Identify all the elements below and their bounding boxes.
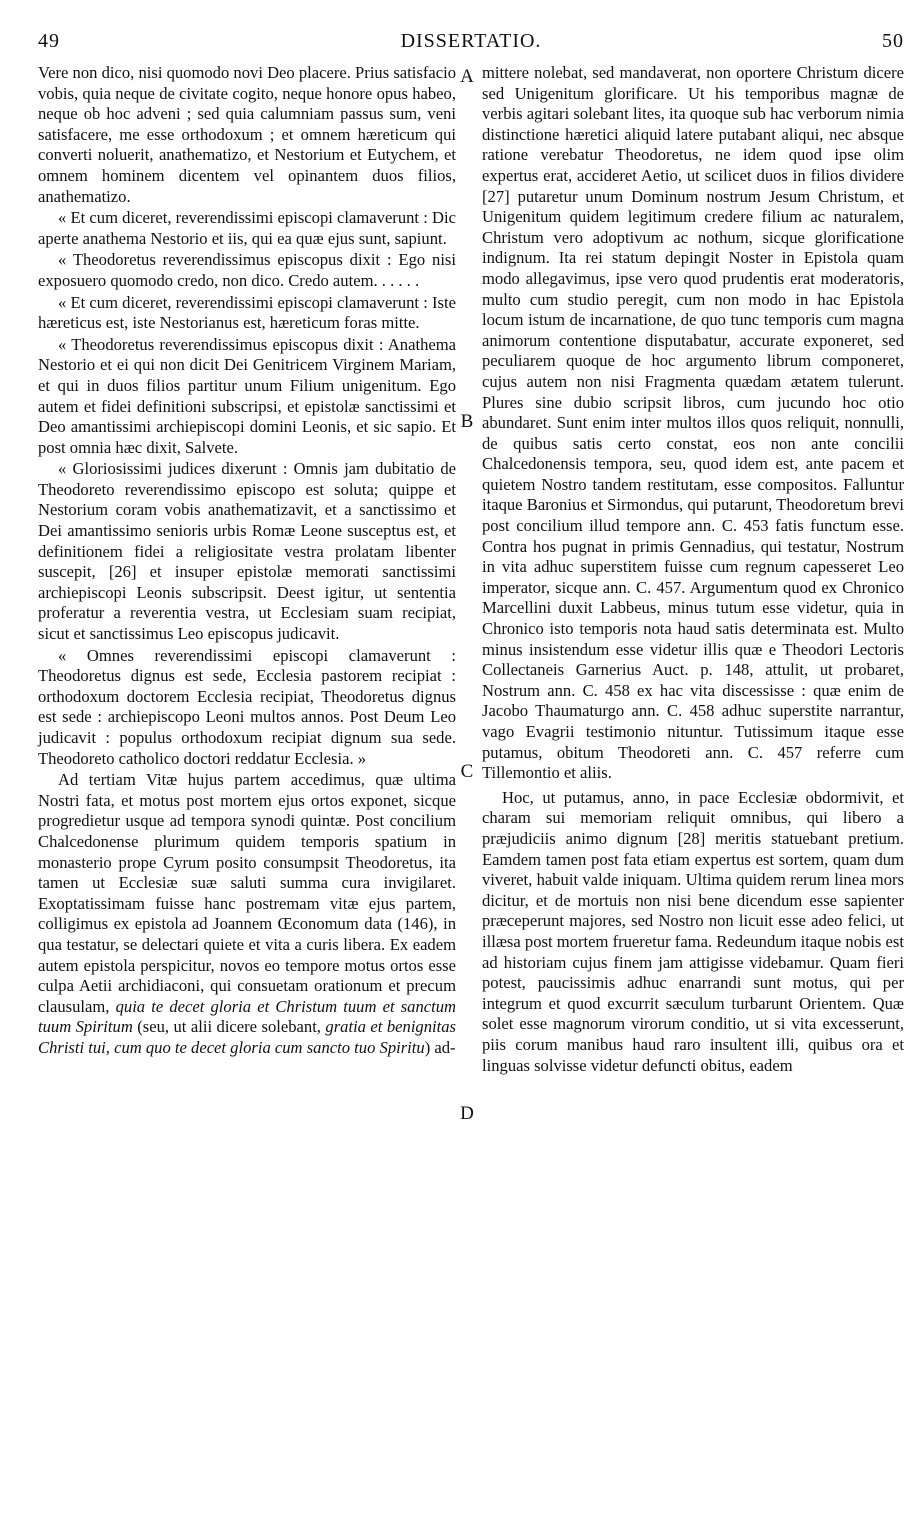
left-column xyxy=(38,63,456,1059)
paragraph: « Et cum diceret, reverendissimi episcopi clamaverunt : Iste hæreticus est, iste Nestorianus est, hæreticum foras mitte. xyxy=(38,292,456,333)
paragraph: « Theodoretus reverendissimus episcopus dixit : Ego nisi exposuero quomodo credo, non dico. Credo autem. . . . . . xyxy=(38,250,456,290)
page-number-left: 49 xyxy=(38,30,60,52)
paragraph: « Gloriosissimi judices dixerunt : Omnis jam dubitatio de Theodoreto reverendissimo episcopo est soluta; quippe et Nestorium coram vobis anathematizavit, et a sanctissimo et Dei amantissimo senioris urbis Romæ Leone susceptus est, et definitionem fidei a religiositate vestra prolatam libenter suscepit, [26] et insuper epistolæ memorati sanctissimi archiepiscopi Leonis subscripsit. Deest igitur, ut sententia proferatur a reverentia vestra, ut Ecclesiam suam recipiat, sicut et sanctissimus Leo episcopus judicavit. xyxy=(38,459,456,644)
paragraph-text: (seu, ut alii dicere solebant, xyxy=(137,1017,321,1037)
paragraph: mittere nolebat, sed mandaverat, non oportere Christum dicere sed Unigenitum glorificare. Ut his temporibus magnæ de verbis agitari solebant lites, ita quoque sub hac verborum nimia distinctione hæretici aliquid latere putabant aliqui, nec absque ratione verebatur Theodoretus, ne idem quod ipse olim expertus erat, accideret Aetio, ut scilicet duos in filios dividere [27] putaretur unum Dominum nostrum Jesum Christum, et Unigenitum quidem legitimum credere filium ac naturalem, Christum vero adoptivum ac nothum, sicque glorificatione indignum. Ita rei statum depingit Noster in Epistola quam modo allegavimus, ipse vero quod prudentis erat moderatoris, multo cum studio peregit, cum non modo in hac Epistola locum istum de incarnatione, de quo tunc temporis cum magna animorum contentione disputabatur, accurate exponeret, sed peculiarem quoque de hoc argumento librum componeret, cujus autem non nisi Fragmenta quædam ætatem tulerunt. Plures sine dubio scripsit libros, cum jucundo hoc otio abundaret. Sunt enim inter multos illos quos reliquit, nonnulli, de quibus satis certo constat, eos non ante concilii Chalcedonensis tempora, seu, quod idem est, ante pacem et quietem Nostro tandem restitutam, esse compositos. Falluntur itaque Baronius et Sirmondus, qui putarunt, Theodoretum brevi post concilium illud tempore ann. C. 453 fatis functum esse. Contra hos pugnat in primis Gennadius, qui testatur, Nostrum in vita adhuc superstitem fuisse cum regnum capesseret Leo imperator, sicque ann. C. 457. Argumentum quod ex Chronico Marcellini duxit Labbeus, minus tutum esse videtur, quia in Chronico isto temporis nota haud satis determinata est. Multo minus insistendum esse videtur illis quæ e Theodori Lectoris Collectaneis Garnerius Auct. p. 148, attulit, ut probaret, Nostrum ann. C. 458 ex hac vita discessisse : quæ enim de Jacobo Thaumaturgo ann. C. 458 adhuc superstite narrantur, vago Evagrii testimonio nituntur. Tutissimum itaque esse putamus, obitum Theodoreti ann. C. 457 referre cum Tillemontio et aliis. xyxy=(482,63,904,783)
paragraph xyxy=(38,770,456,1058)
margin-marker-d: D xyxy=(460,1103,474,1124)
running-title: DISSERTATIO. xyxy=(400,30,542,52)
page-number-right: 50 xyxy=(882,30,904,52)
margin-marker-c: C xyxy=(460,761,474,782)
running-header xyxy=(38,30,904,60)
paragraph: « Et cum diceret, reverendissimi episcopi clamaverunt : Dic aperte anathema Nestorio et iis, qui ea quæ ejus sunt, sapiunt. xyxy=(38,208,456,248)
paragraph: « Omnes reverendissimi episcopi clamaverunt : Theodoretus dignus est sede, Ecclesia pastorem recipiat : orthodoxum doctorem Ecclesia recipiat, Theodoretus dignus est sede : archiepiscopo Leoni multos annos. Post Deum Leo judicavit : populus orthodoxum recipiat dignum sua sede. Theodoreto catholico doctori reddatur Ecclesia. » xyxy=(38,645,456,768)
margin-marker-a: A xyxy=(460,66,474,87)
margin-marker-b: B xyxy=(460,411,474,432)
paragraph: Hoc, ut putamus, anno, in pace Ecclesiæ obdormivit, et charam sui memoriam reliquit omnibus, qui libero a præjudiciis animo dignum [28] meritis statuebant pretium. Eamdem tamen post fata etiam expertus est sortem, quam dum viveret, habuit valde iniquam. Ultima quidem rerum linea mors dicitur, et de mortuis non nisi bene dicendum esse sapienter præceperunt majores, sed Nostro non licuit esse adeo felici, ut illæsa post mortem frueretur fama. Redeundum itaque nobis est ad historiam cujus finem jam attigisse videbamur. Quam fieri potest, paucissimis adhuc enarrandi sunt motus, qui per integrum et quod excurrit sæculum turbarunt Orientem. Quæ solet esse magnorum virorum conditio, ut si vita excesserunt, piis corum manibus haud raro insultent illi, quibus ora et linguas solvisse videtur defuncti obitus, eadem xyxy=(482,787,904,1075)
italic-quote: gratia et benignitas Christi tui, cum quo te decet gloria cum sancto tuo Spiritu xyxy=(38,1017,456,1057)
paragraph: « Theodoretus reverendissimus episcopus dixit : Anathema Nestorio et ei qui non dicit Dei Genitricem Virginem Mariam, et qui in duos filios partitur unum Filium unigenitum. Ego autem et fidei definitioni subscripsi, et epistolæ sanctissimi et Deo amantissimi archiepiscopi domini Leonis, et sic sapio. Et post omnia hæc dixit, Salvete. xyxy=(38,334,456,457)
italic-quote: quia te decet gloria et Christum tuum et sanctum tuum Spiritum xyxy=(38,996,456,1037)
paragraph: Vere non dico, nisi quomodo novi Deo placere. Prius satisfacio vobis, quia neque de civitate cogito, neque honore opus habeo, neque ob hoc adveni ; sed quia calumniam passus sum, veni satisfacere, me esse orthodoxum ; et omnem hæreticum qui converti noluerit, anathematizo, et Nestorium et Eutychem, et omnem hominem dicentem vel opinantem duos filios, anathematizo. xyxy=(38,63,456,206)
right-column xyxy=(482,63,904,1076)
paragraph-text: ) ad- xyxy=(424,1037,456,1057)
paragraph-text: Ad tertiam Vitæ hujus partem accedimus, quæ ultima Nostri fata, et motus post mortem ejus ortos exponet, sicque progredietur usque ad tempora synodi quintæ. Post concilium Chalcedonense plurimum quidem temporis spatium in monasterio prope Cyrum posito consumpsit Theodoretus, ita tamen ut Ecclesiæ suæ saluti summa cura invigilaret. Exoptatissimam fuisse hanc postremam vitæ ejus partem, colligimus ex epistola ad Joannem Œconomum data (146), in qua testatur, se delectari quiete et vita a curis libera. Ex eadem autem epistola perspicitur, novos eo tempore motus ortos esse culpa Aetii archidiaconi, qui consuetam orationum et precum clausulam, xyxy=(38,770,456,1016)
